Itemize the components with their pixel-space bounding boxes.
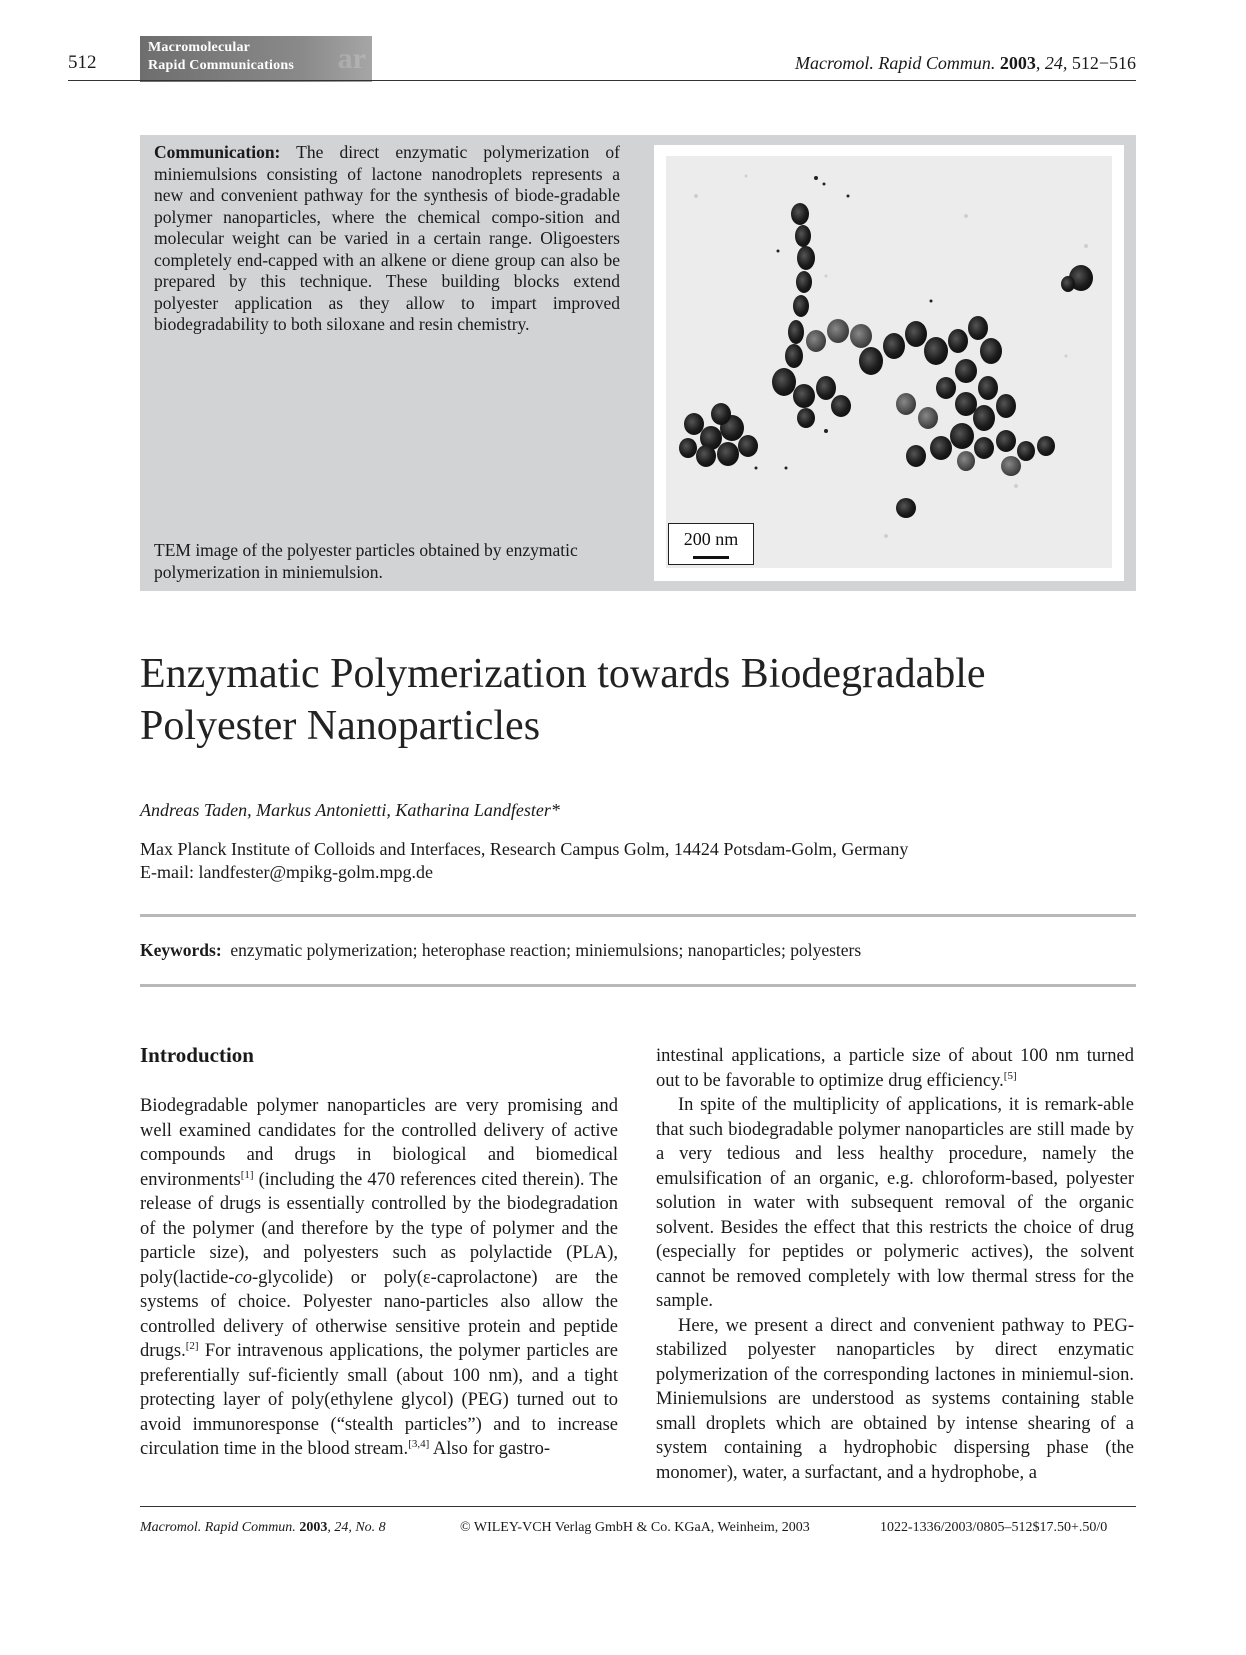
paragraph <box>656 1044 1134 1093</box>
keywords-text: enzymatic polymerization; heterophase reaction; miniemulsions; nanoparticles; polyesters <box>230 940 862 960</box>
scale-bar <box>693 556 729 559</box>
keywords-line <box>140 940 861 961</box>
running-year: 2003 <box>999 53 1036 73</box>
journal-logo-watermark: ar <box>337 42 366 75</box>
journal-logo-line1: Macromolecular <box>148 40 251 55</box>
footer-rule <box>140 1506 1136 1507</box>
article-title: Enzymatic Polymerization towards Biodegradable Polyester Nanoparticles <box>140 651 986 749</box>
scale-bar-box <box>668 523 754 565</box>
footer-volume-issue: , 24, No. 8 <box>327 1520 386 1535</box>
citation-ref: [3,4] <box>408 1437 430 1450</box>
text-run-italic: co <box>234 1267 252 1288</box>
running-pages: 512−516 <box>1071 53 1136 73</box>
footer-year: 2003 <box>299 1520 328 1535</box>
keywords-rule-bottom <box>140 984 1136 987</box>
page-number: 512 <box>68 52 97 73</box>
footer-journal: Macromol. Rapid Commun. <box>140 1520 296 1535</box>
abstract-text <box>154 142 620 336</box>
running-journal: Macromol. Rapid Commun. <box>795 53 996 73</box>
keywords-rule-top <box>140 914 1136 917</box>
footer-citation <box>140 1520 386 1536</box>
text-run: -glycolide) or poly(ε-caprolactone) are the systems of choice. Polyester nano-particles also allow the controlled delivery of otherwise sensitive protein and peptide drugs. <box>140 1267 618 1361</box>
citation-ref: [1] <box>240 1168 254 1181</box>
text-run: Biodegradable polymer nanoparticles are very promising and well examined candidates for the controlled delivery of active compounds and drugs in biological and biomedical environments <box>140 1096 618 1190</box>
figure-caption: TEM image of the polyester particles obtained by enzymatic polymerization in miniemulsion. <box>154 540 578 582</box>
paragraph: Here, we present a direct and convenient pathway to PEG-stabilized polyester nanoparticles by direct enzymatic polymerization of the corresponding lactones in miniemul-sion. Miniemulsions are understood as systems containing stable small droplets which are obtained by intense shearing of a system containing a hydrophobic dispersing phase (the monomer), water, a surfactant, and a hydrophobe, a <box>656 1315 1134 1483</box>
affiliation: Max Planck Institute of Colloids and Interfaces, Research Campus Golm, 14424 Potsdam-Golm, Germany <box>140 839 909 859</box>
text-run: (including the 470 references cited therein). The release of drugs is essentially controlled by the biodegradation of the polymer (and therefore by the type of polymer and the particle size), and polyesters such as polylactide (PLA), poly(lactide- <box>140 1169 618 1288</box>
affiliation-block <box>140 838 908 884</box>
paragraph: In spite of the multiplicity of applications, it is remark-able that such biodegradable polymer nanoparticles are still made by a very tedious and less healthy procedure, namely the emulsification of an organic, e.g. chloroform-based, polyester solution in water with subsequent removal of the organic solvent. Besides the effect that this restricts the choice of drug (especially for peptides or polymeric actives), the solvent cannot be removed completely with low thermal stress for the sample. <box>656 1095 1134 1311</box>
abstract-label: Communication: <box>154 142 281 162</box>
journal-logo <box>140 36 372 82</box>
email: E-mail: landfester@mpikg-golm.mpg.de <box>140 862 434 882</box>
tem-micrograph <box>666 156 1112 568</box>
citation-ref: [5] <box>1003 1069 1017 1082</box>
citation-ref: [2] <box>185 1339 199 1352</box>
footer-code: 1022-1336/2003/0805–512$17.50+.50/0 <box>880 1520 1108 1535</box>
scale-bar-label: 200 nm <box>683 529 739 549</box>
running-volume: 24 <box>1044 53 1063 73</box>
section-heading-introduction: Introduction <box>140 1043 254 1067</box>
body-column-right <box>656 1044 1134 1485</box>
authors: Andreas Taden, Markus Antonietti, Katharina Landfester* <box>140 800 560 820</box>
journal-logo-line2: Rapid Communications <box>148 58 294 73</box>
abstract-body: The direct enzymatic polymerization of miniemulsions consisting of lactone nanodroplets represents a new and convenient pathway for the synthesis of biode-gradable polymer nanoparticles, where the chemical compo-sition and molecular weight can be varied in a certain range. Oligoesters completely end-capped with an alkene or diene group can also be prepared by this technique. These building blocks extend polyester application as they allow to impart improved biodegradability to both siloxane and resin chemistry. <box>154 142 620 334</box>
keywords-label: Keywords: <box>140 940 222 960</box>
text-run: intestinal applications, a particle size of about 100 nm turned out to be favorable to optimize drug efficiency. <box>656 1046 1134 1091</box>
text-run: Also for gastro- <box>429 1439 551 1459</box>
footer-copyright: © WILEY-VCH Verlag GmbH & Co. KGaA, Weinheim, 2003 <box>460 1520 810 1535</box>
paragraph <box>140 1094 618 1462</box>
text-run: For intravenous applications, the polymer particles are preferentially suf-ficiently small (about 100 nm), and a tight protecting layer of poly(ethylene glycol) (PEG) turned out to avoid immunoresponse (“stealth particles”) and to increase circulation time in the blood stream. <box>140 1341 618 1459</box>
running-head: Macromol. Rapid Commun. 2003, 24, 512−516 <box>795 53 1136 73</box>
body-column-left <box>140 1094 618 1462</box>
header-rule <box>68 80 1136 81</box>
